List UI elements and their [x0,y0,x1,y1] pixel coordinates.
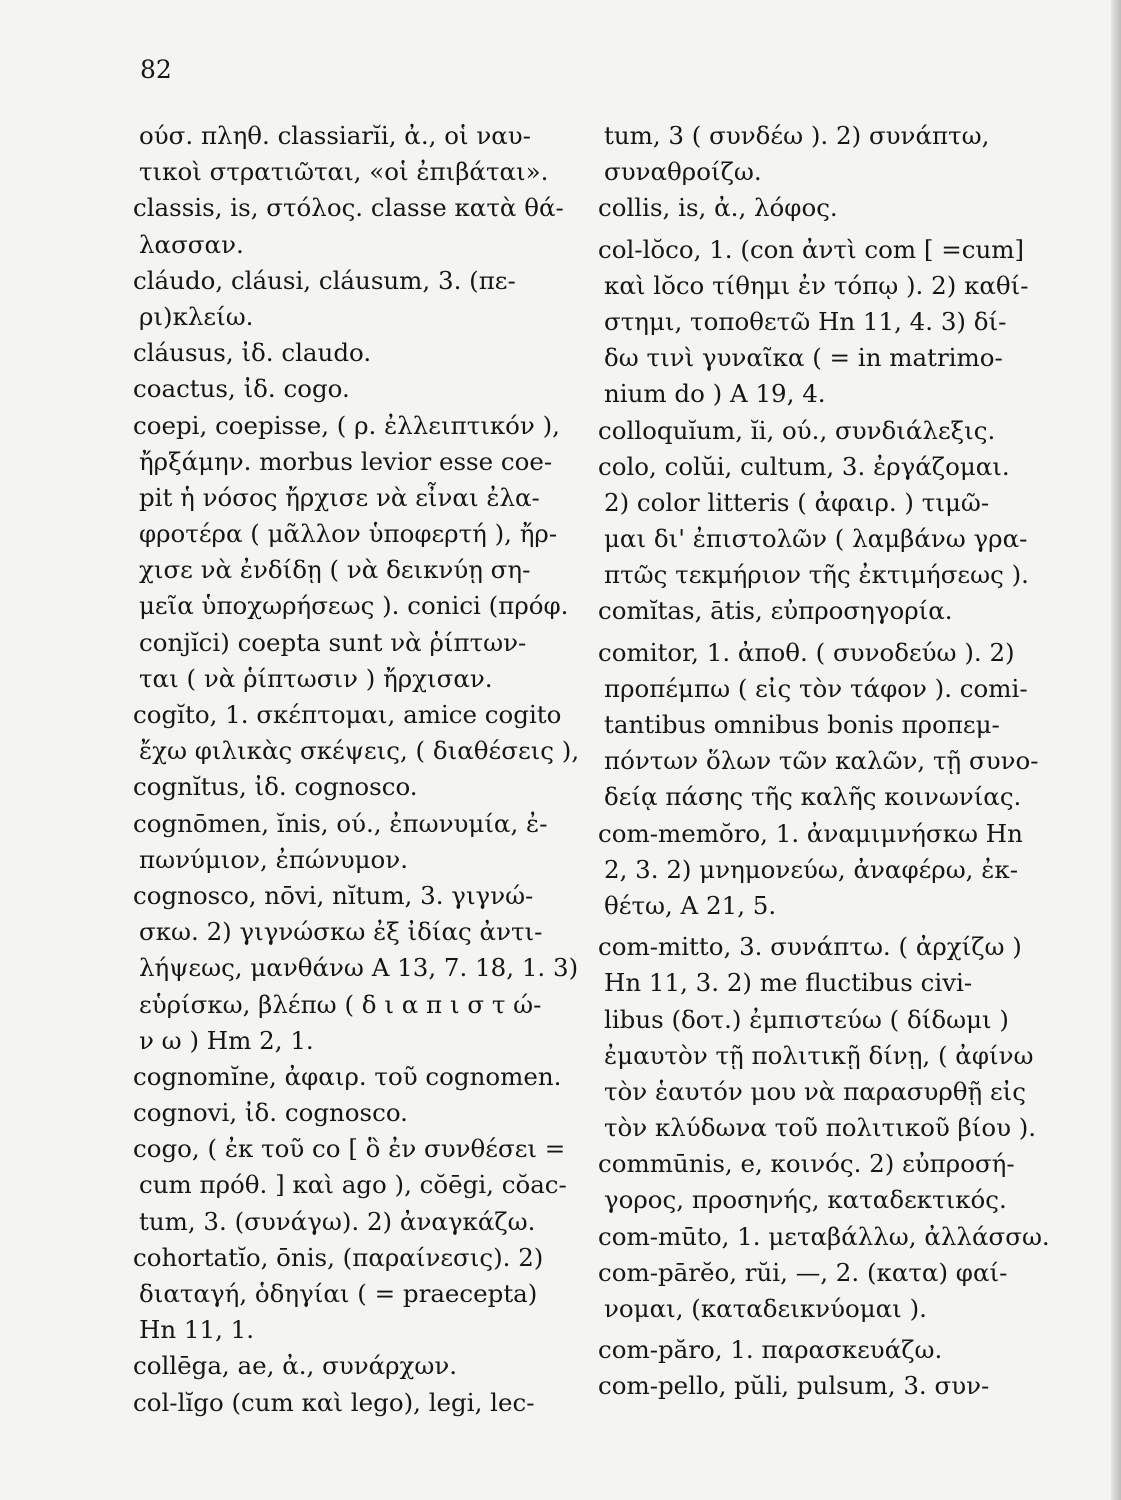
dictionary-line: Hn 11, 1. [139,1315,255,1345]
dictionary-line: ν ω ) Hm 2, 1. [139,1025,314,1055]
dictionary-line: tum, 3 ( συνδέω ). 2) συνάπτω, [604,121,990,150]
dictionary-line: πόντων ὅλων τῶν καλῶν, τῇ συνο- [604,746,1039,776]
dictionary-line: λασσαν. [139,229,244,259]
dictionary-line: στημι, τοποθετῶ Hn 11, 4. 3) δί- [604,306,1007,336]
dictionary-line: cogo, ( ἐκ τοῦ co [ ὃ ἐν συνθέσει = [133,1134,566,1164]
dictionary-line: 2, 3. 2) μνημονεύω, ἀναφέρω, ἐκ- [604,854,1018,884]
dictionary-line: ται ( νὰ ῥίπτωσιν ) ἤρχισαν. [139,663,493,693]
dictionary-line: cláusus, ἰδ. claudo. [133,338,372,368]
dictionary-line: classis, is, στόλος. classe κατὰ θά- [133,193,564,223]
dictionary-line: συναθροίζω. [604,157,762,187]
dictionary-line: com-pārĕo, rŭi, —, 2. (κατα) φαί- [598,1257,1008,1287]
right-column [598,118,1068,1405]
dictionary-line: colo, colŭi, cultum, 3. ἐργάζομαι. [598,451,1010,481]
dictionary-line: col-lŏco, 1. (con ἀντὶ com [ =cum] [598,234,1025,264]
dictionary-line: ἤρξάμην. morbus levior esse coe- [139,446,553,476]
dictionary-line: ρι)κλείω. [139,301,254,331]
dictionary-line: σκω. 2) γιγνώσκω ἐξ ἰδίας ἀντι- [139,917,543,947]
dictionary-line: τὸν κλύδωνα τοῦ πολιτικοῦ βίου ). [604,1113,1037,1143]
dictionary-line: col-lĭgo (cum καὶ lego), legi, lec- [133,1387,535,1417]
dictionary-line: comĭtas, ātis, εὐπροσηγορία. [598,596,953,626]
dictionary-line: collis, is, ἀ., λόφος. [598,193,838,223]
dictionary-line: ἔχω φιλικὰς σκέψεις, ( διαθέσεις ), [139,736,580,766]
page-edge-shadow [1111,0,1121,1500]
dictionary-line: 2) color litteris ( ἀφαιρ. ) τιμῶ- [604,487,990,517]
dictionary-line: tantibus omnibus bonis προπεμ- [604,710,1000,739]
page-number: 82 [140,55,172,84]
dictionary-line: cognosco, nōvi, nĭtum, 3. γιγνώ- [133,880,534,910]
dictionary-line: διαταγή, ὁδηγίαι ( = praecepta) [139,1279,538,1308]
dictionary-line: δείᾳ πάσης τῆς καλῆς κοινωνίας. [604,782,1022,812]
dictionary-line: cognōmen, ĭnis, ού., ἐπωνυμία, ἐ- [133,808,548,838]
dictionary-line: εὑρίσκω, βλέπω ( δ ι α π ι σ τ ώ- [139,989,542,1019]
dictionary-line: λήψεως, μανθάνω A 13, 7. 18, 1. 3) [139,953,579,983]
dictionary-line: commūnis, e, κοινός. 2) εὐπροσή- [598,1149,1015,1179]
dictionary-line: καὶ lŏco τίθημι ἐν τόπῳ ). 2) καθί- [604,270,1029,300]
dictionary-line: ἐμαυτὸν τῇ πολιτικῇ δίνῃ, ( ἀφίνω [604,1040,1034,1070]
dictionary-line: μαι δι' ἐπιστολῶν ( λαμβάνω γρα- [604,524,1028,554]
dictionary-line: conjĭci) coepta sunt νὰ ῥίπτων- [139,627,527,657]
dictionary-line: μεῖα ὑποχωρήσεως ). conici (πρόφ. [139,591,569,621]
dictionary-line: πωνύμιον, ἐπώνυμον. [139,844,408,874]
dictionary-line: cognovi, ἰδ. cognosco. [133,1098,408,1128]
dictionary-line: χισε νὰ ἐνδίδῃ ( νὰ δεικνύῃ ση- [139,555,531,585]
dictionary-line: com-mitto, 3. συνάπτω. ( ἀρχίζω ) [598,932,1022,962]
dictionary-line: δω τινὶ γυναῖκα ( = in matrimo- [604,343,1003,373]
dictionary-line: com-păro, 1. παρασκευάζω. [598,1335,943,1365]
dictionary-line: cláudo, cláusi, cláusum, 3. (πε- [133,265,516,295]
dictionary-line: προπέμπω ( εἰς τὸν τάφον ). comi- [604,673,1028,703]
dictionary-line: com-memŏro, 1. ἀναμιμνήσκω Hn [598,818,1023,848]
dictionary-line: θέτω, A 21, 5. [604,890,777,920]
dictionary-line: φροτέρα ( μᾶλλον ὑποφερτή ), ἤρ- [139,519,558,549]
dictionary-line: coepi, coepisse, ( ρ. ἐλλειπτικόν ), [133,410,560,440]
dictionary-line: coactus, ἰδ. cogo. [133,374,350,404]
left-column [133,118,580,1421]
dictionary-line: cum πρόθ. ] καὶ ago ), cŏēgi, cŏac- [139,1170,567,1200]
dictionary-line: tum, 3. (συνάγω). 2) ἀναγκάζω. [139,1206,536,1236]
dictionary-line: cognĭtus, ἰδ. cognosco. [133,772,418,802]
dictionary-line: νομαι, (καταδεικνύομαι ). [604,1294,927,1323]
dictionary-line: collēga, ae, ἀ., συνάρχων. [133,1351,458,1381]
dictionary-line: comitor, 1. ἀποθ. ( συνοδεύω ). 2) [598,637,1015,667]
dictionary-line: γορος, προσηνής, καταδεκτικός. [604,1185,1007,1215]
dictionary-line: cognomĭne, ἀφαιρ. τοῦ cognomen. [133,1061,562,1091]
dictionary-line: com-mūto, 1. μεταβάλλω, ἀλλάσσω. [598,1221,1050,1251]
dictionary-line: cohortatĭo, ōnis, (παραίνεσις). 2) [133,1242,544,1272]
dictionary-line: cogĭto, 1. σκέπτομαι, amice cogito [133,700,562,729]
dictionary-line: τικοὶ στρατιῶται, «οἱ ἐπιβάται». [139,157,549,187]
dictionary-line: pit ἡ νόσος ἤρχισε νὰ εἶναι ἐλα- [139,482,540,512]
dictionary-line: ούσ. πληθ. classiarĭi, ἀ., οἱ ναυ- [139,121,531,150]
dictionary-line: colloquĭum, ĭi, ού., συνδιάλεξις. [598,415,996,445]
dictionary-line: libus (δοτ.) ἐμπιστεύω ( δίδωμι ) [604,1004,1009,1034]
dictionary-line: nium do ) A 19, 4. [604,379,826,409]
dictionary-line: πτῶς τεκμήριον τῆς ἐκτιμήσεως ). [604,560,1029,590]
dictionary-line: Hn 11, 3. 2) me fluctibus civi- [604,968,973,998]
dictionary-line: com-pello, pŭli, pulsum, 3. συν- [598,1371,990,1401]
dictionary-line: τὸν ἑαυτόν μου νὰ παρασυρθῇ εἰς [604,1076,1026,1106]
